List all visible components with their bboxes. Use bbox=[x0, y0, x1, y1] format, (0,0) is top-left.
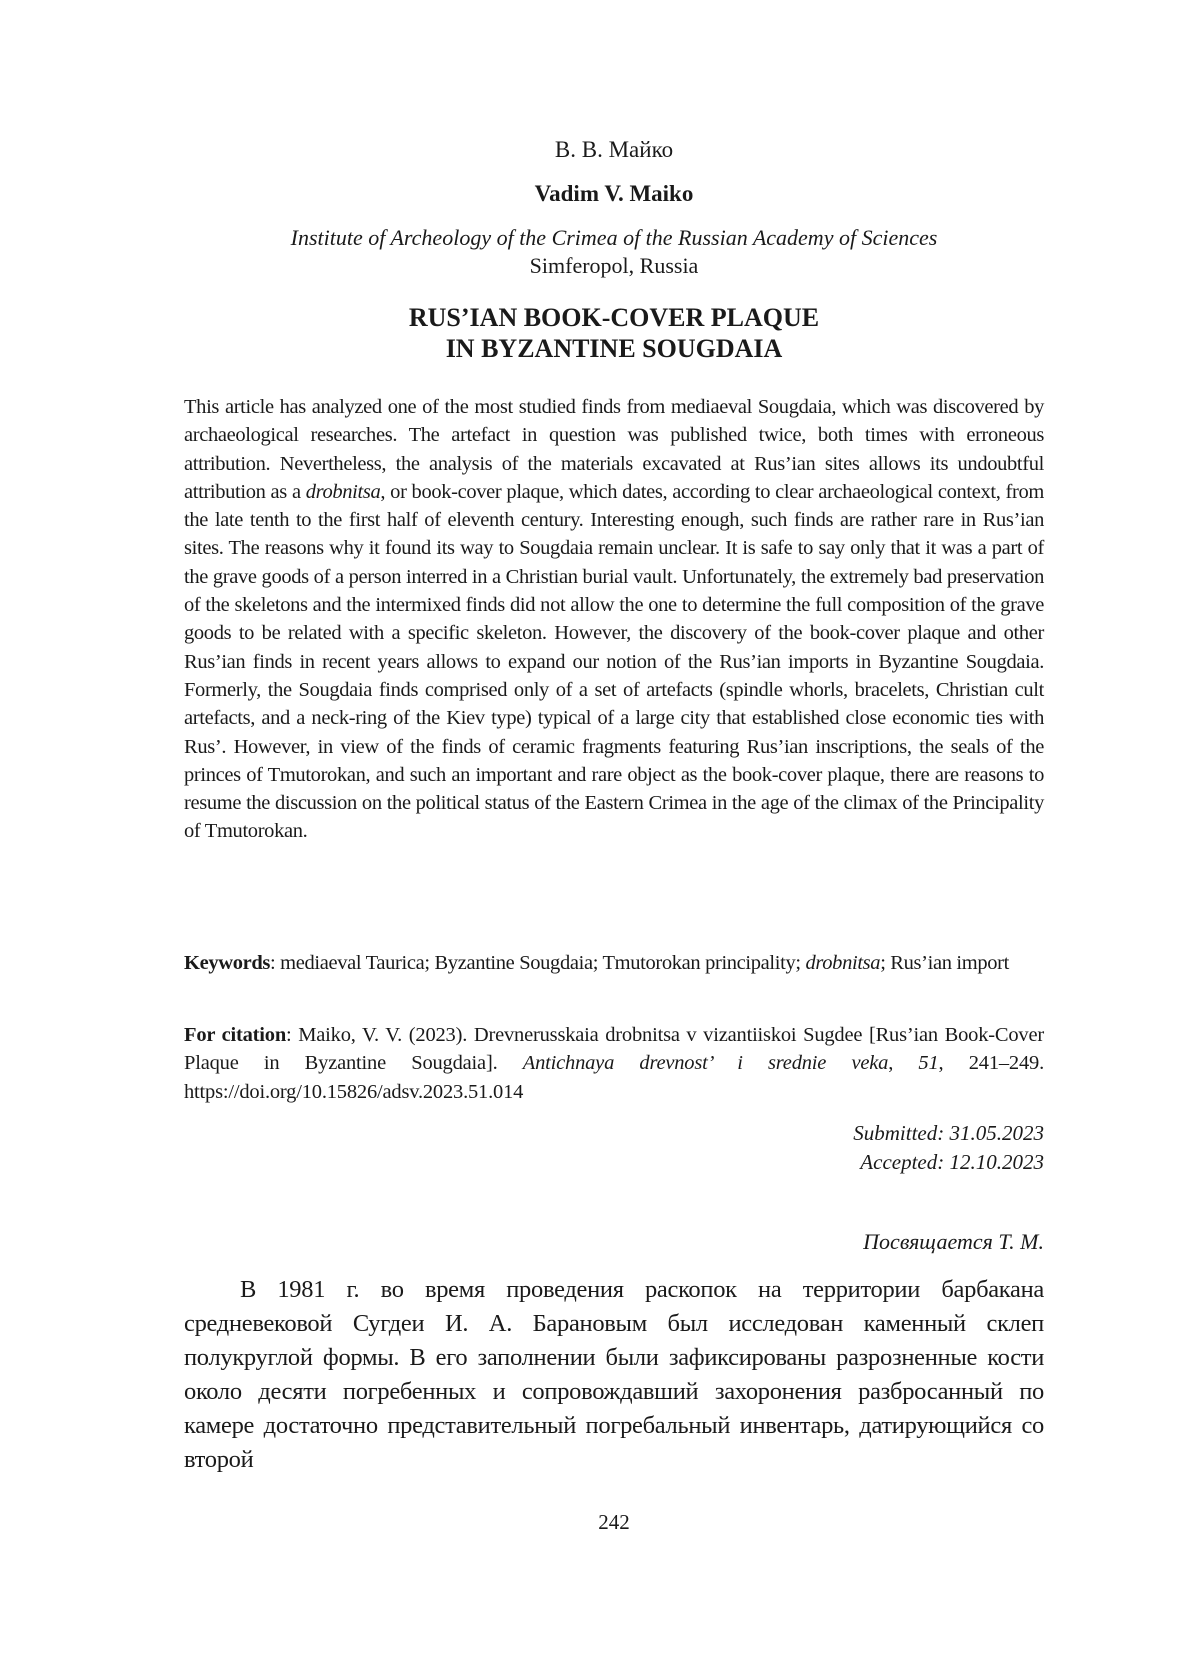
author-name-russian: В. В. Майко bbox=[554, 137, 674, 162]
dedication: Посвящается Т. М. bbox=[863, 1229, 1044, 1254]
author-name-english: Vadim V. Maiko bbox=[534, 181, 694, 206]
keywords-text-part-2: ; Rus’ian import bbox=[880, 952, 1009, 974]
citation-journal: Antichnaya drevnost’ i srednie veka bbox=[522, 1052, 889, 1075]
body-paragraph: В 1981 г. во время проведения раскопок на территории барбакана средневековой Сугдеи И. А. Барановым был исследован каменный склеп полукруглой формы. В его заполнении были зафиксированы разрозненные кости около десяти погребенных и сопровождавший захоронения разбросанный по камере достаточно представительный погребальный инвентарь, датирующийся со второй bbox=[184, 1276, 1044, 1473]
article-title-line-2: IN BYZANTINE SOUGDAIA bbox=[445, 334, 783, 363]
citation-text-part-1: : Maiko, V. V. (2023). Drevnerusskaia drobnitsa v vizantiiskoi Sugdee [Rus’ian Book-Cover Plaque in Byzantine Sougdaia]. bbox=[184, 1024, 1044, 1075]
article-title-line-1: RUS’IAN BOOK-COVER PLAQUE bbox=[408, 303, 820, 332]
institution-city: Simferopol, Russia bbox=[529, 253, 699, 278]
keywords-label: Keywords bbox=[184, 952, 271, 974]
citation-separator: , bbox=[888, 1052, 919, 1075]
keywords-text-part-1: : mediaeval Taurica; Byzantine Sougdaia; Tmutorokan principality; bbox=[270, 952, 806, 974]
submission-dates bbox=[184, 1119, 1044, 1176]
abstract-text-part-2: , or book-cover plaque, which dates, according to clear archaeological context, from the late tenth to the first half of eleventh century. Interesting enough, such finds are rather rare in Rus’ian sites. The reasons why it found its way to Sougdaia remain unclear. It is safe to say only that it was a part of the grave goods of a person interred in a Christian burial vault. Unfortunately, the extremely bad preservation of the skeletons and the intermixed finds did not allow the one to determine the full composition of the grave goods to be related with a specific skeleton. However, the discovery of the book-cover plaque and other Rus’ian finds in recent years allows to expand our notion of the Rus’ian imports in Byzantine Sougdaia. Formerly, the Sougdaia finds comprised only of a set of artefacts (spindle whorls, bracelets, Christian cult artefacts, and a neck-ring of the Kiev type) typical of a large city that established close economic ties with Rus’. However, in view of the finds of ceramic fragments featuring Rus’ian inscriptions, the seals of the princes of Tmutorokan, and such an important and rare object as the book-cover plaque, there are reasons to resume the discussion on the political status of the Eastern Crimea in the age of the climax of the Principality of Tmutorokan. bbox=[184, 480, 1044, 843]
citation-volume: 51 bbox=[918, 1052, 939, 1075]
citation-text-part-2: , 241–249. https://doi.org/10.15826/adsv.2023.51.014 bbox=[184, 1052, 1044, 1103]
citation-label: For citation bbox=[184, 1024, 287, 1046]
keywords bbox=[184, 949, 1044, 977]
keywords-term: drobnitsa bbox=[805, 952, 881, 974]
accepted-date: Accepted: 12.10.2023 bbox=[860, 1149, 1044, 1174]
abstract-term: drobnitsa bbox=[305, 480, 381, 503]
abstract-text-part-1: This article has analyzed one of the most studied finds from mediaeval Sougdaia, which was discovered by archaeological researches. The artefact in question was published twice, both times with erroneous attribution. Nevertheless, the analysis of the materials excavated at Rus’ian sites allows its undoubtful attribution as a bbox=[184, 396, 1044, 503]
institution-name: Institute of Archeology of the Crimea of the Russian Academy of Sciences bbox=[290, 225, 938, 250]
submitted-date: Submitted: 31.05.2023 bbox=[853, 1121, 1044, 1145]
article-title bbox=[184, 302, 1044, 364]
citation bbox=[184, 1021, 1044, 1106]
page-number: 242 bbox=[598, 1510, 630, 1534]
author-affiliation bbox=[184, 224, 1044, 280]
abstract bbox=[184, 393, 1044, 846]
document-page bbox=[184, 0, 1044, 1671]
